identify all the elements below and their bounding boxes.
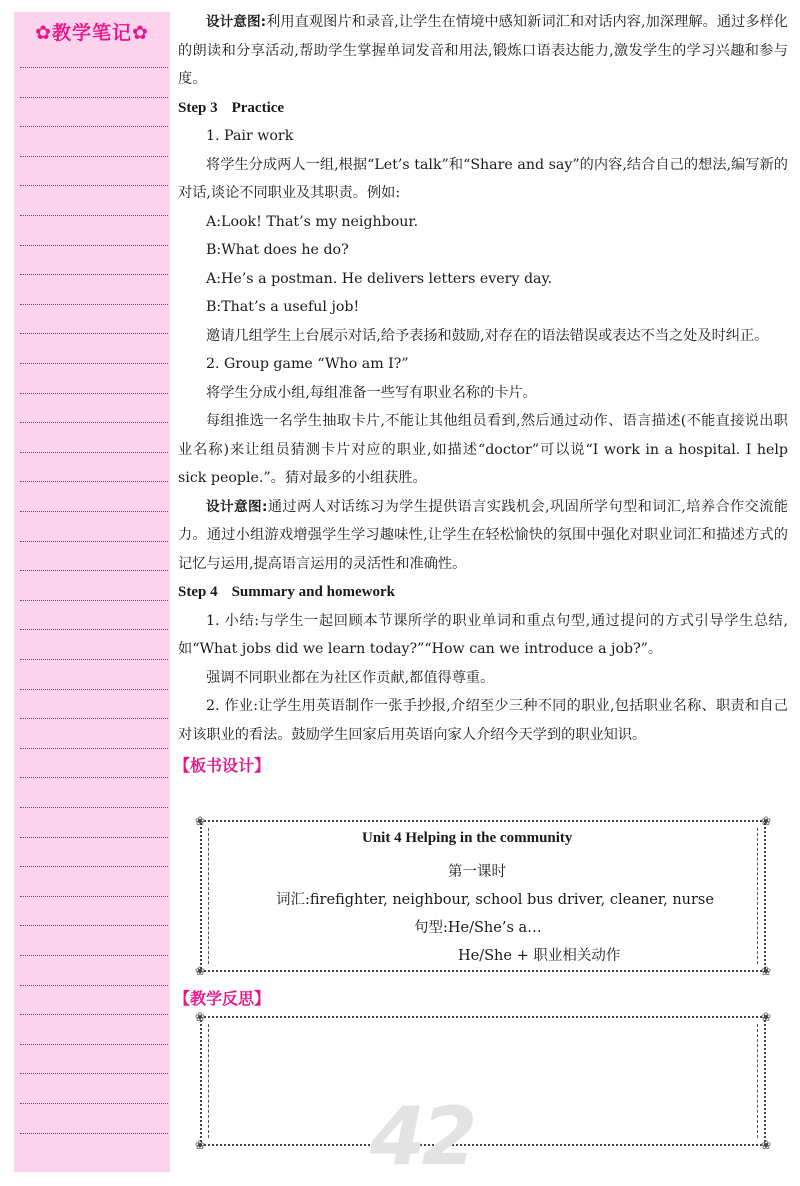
board-sentence-1: 句型:He/She’s a… [414, 920, 542, 936]
main-content [174, 8, 788, 781]
note-line [20, 67, 168, 68]
note-line [20, 1133, 168, 1134]
corner-ornament-icon: ❀ [195, 964, 206, 978]
homework-text: 2. 作业:让学生用英语制作一张手抄报,介绍至少三种不同的职业,包括职业名称、职责和自己对该职业的看法。鼓励学生回家后用英语向家人介绍今天学到的职业知识。 [178, 698, 788, 743]
dialogue-line: A:Look! That’s my neighbour. [206, 213, 419, 230]
step4-heading: Step 4 Summary and homework [178, 584, 395, 600]
note-line [20, 215, 168, 216]
note-line [20, 570, 168, 571]
note-line [20, 600, 168, 601]
corner-ornament-icon: ❀ [760, 814, 771, 828]
corner-ornament-icon: ❀ [195, 1138, 206, 1152]
note-line [20, 245, 168, 246]
sidebar-title: ✿教学笔记✿ [35, 22, 149, 44]
note-line [20, 896, 168, 897]
note-line [20, 777, 168, 778]
note-line [20, 955, 168, 956]
corner-ornament-icon: ❀ [760, 964, 771, 978]
board-title: Unit 4 Helping in the community [362, 830, 573, 846]
step3-heading: Step 3 Practice [178, 99, 285, 116]
board-design-heading: 【板书设计】 [174, 756, 271, 775]
note-line [20, 1073, 168, 1074]
note-line [20, 393, 168, 394]
corner-ornament-icon: ❀ [760, 1010, 771, 1024]
note-line [20, 156, 168, 157]
notes-sidebar [14, 12, 170, 1172]
note-line [20, 1044, 168, 1045]
note-line [20, 422, 168, 423]
board-words: 词汇:firefighter, neighbour, school bus driver, cleaner, nurse [276, 892, 714, 908]
design-intent-2: 设计意图:通过两人对话练习为学生提供语言实践机会,巩固所学句型和词汇,培养合作交流能力。通过小组游戏增强学生学习趣味性,让学生在轻松愉快的氛围中强化对职业词汇和描述方式的记忆与运用,提高语言运用的灵活性和准确性。 [178, 498, 788, 572]
note-line [20, 1014, 168, 1015]
summary-text: 1. 小结:与学生一起回顾本节课所学的职业单词和重点句型,通过提问的方式引导学生总结,如“What jobs did we learn today?”“How can we introduce a job?”。 [178, 612, 788, 657]
page-number: 42 [370, 1090, 474, 1183]
note-line [20, 185, 168, 186]
note-line [20, 481, 168, 482]
group-game-text-2: 每组推选一名学生抽取卡片,不能让其他组员看到,然后通过动作、语言描述(不能直接说出职业名称)来让组员猜测卡片对应的职业,如描述“doctor”可以说“I work in a hospital. I help sick people.”。猜对最多的小组获胜。 [178, 413, 788, 486]
corner-ornament-icon: ❀ [195, 1010, 206, 1024]
note-line [20, 452, 168, 453]
note-line [20, 274, 168, 275]
note-line [20, 748, 168, 749]
group-game-title: 2. Group game “Who am I?” [206, 356, 409, 372]
note-line [20, 363, 168, 364]
pair-work-text: 将学生分成两人一组,根据“Let’s talk”和“Share and say”的内容,结合自己的想法,编写新的对话,谈论不同职业及其职责。例如: [178, 156, 788, 201]
dialogue-line: A:He’s a postman. He delivers letters every day. [206, 270, 553, 287]
note-line [20, 1103, 168, 1104]
board-sentence-2: He/She + 职业相关动作 [458, 948, 621, 964]
note-line [20, 304, 168, 305]
note-line [20, 333, 168, 334]
note-line [20, 511, 168, 512]
reflection-box [195, 1010, 771, 1152]
board-lesson: 第一课时 [448, 864, 506, 880]
note-line [20, 718, 168, 719]
reflection-heading: 【教学反思】 [174, 989, 271, 1008]
note-line [20, 807, 168, 808]
dialogue-line: B:That’s a useful job! [206, 299, 360, 315]
reflection-inner-border [208, 1024, 758, 1138]
note-line [20, 837, 168, 838]
note-line [20, 659, 168, 660]
design-intent-1: 设计意图:利用直观图片和录音,让学生在情境中感知新词汇和对话内容,加深理解。通过多样化的朗读和分享活动,帮助学生掌握单词发音和用法,锻炼口语表达能力,激发学生的学习兴趣和参与度。 [178, 14, 788, 87]
group-game-text-1: 将学生分成小组,每组准备一些写有职业名称的卡片。 [206, 384, 537, 401]
corner-ornament-icon: ❀ [760, 1138, 771, 1152]
emphasis-text: 强调不同职业都在为社区作贡献,都值得尊重。 [206, 669, 495, 686]
note-line [20, 866, 168, 867]
note-line [20, 689, 168, 690]
note-line [20, 925, 168, 926]
note-line [20, 629, 168, 630]
note-line [20, 541, 168, 542]
dialogue-line: B:What does he do? [206, 242, 349, 258]
board-design-box [195, 814, 771, 978]
note-line [20, 97, 168, 98]
corner-ornament-icon: ❀ [195, 814, 206, 828]
note-line [20, 126, 168, 127]
pair-work-title: 1. Pair work [206, 128, 294, 144]
note-line [20, 985, 168, 986]
after-dialogue-text: 邀请几组学生上台展示对话,给予表扬和鼓励,对存在的语法错误或表达不当之处及时纠正。 [206, 327, 769, 344]
